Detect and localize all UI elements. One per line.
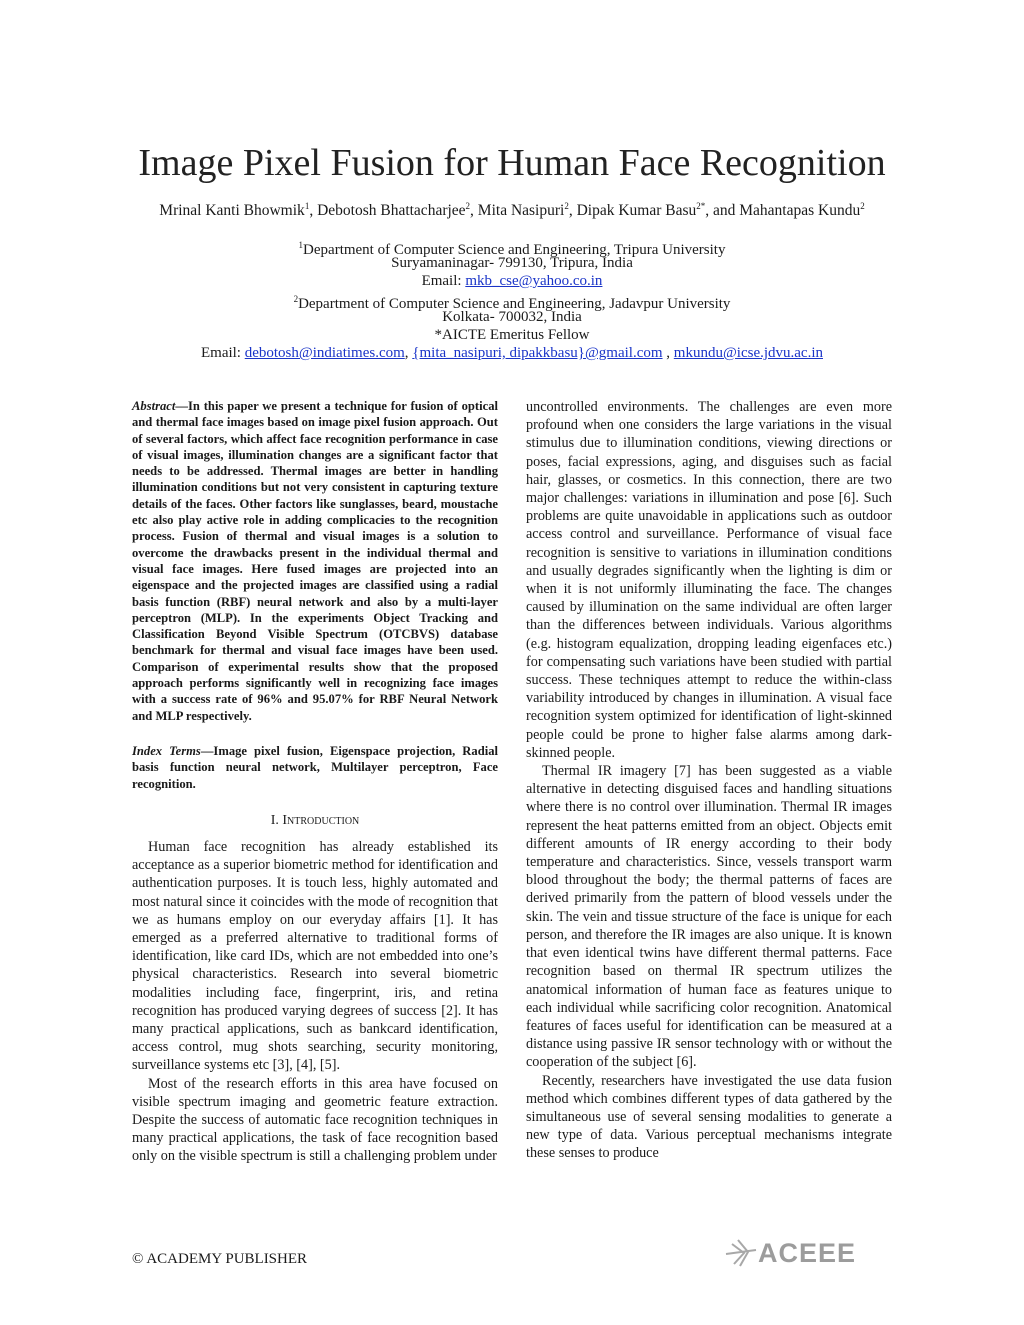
email-link[interactable]: mkundu@icse.jdvu.ac.in bbox=[673, 345, 823, 361]
affiliation-text: Department of Computer Science and Engineering, Tripura University bbox=[303, 242, 726, 258]
affiliation-mark: 1 bbox=[298, 240, 304, 250]
email-link[interactable]: {mita_nasipuri, dipakkbasu}@gmail.com bbox=[412, 345, 663, 361]
index-terms-label: Index Terms bbox=[132, 743, 201, 758]
abstract-label: Abstract bbox=[132, 399, 176, 413]
body-paragraph: Recently, researchers have investigated the use data fusion method which combines different types of data gathered by the simultaneous use of several sensing modalities to generate a new type of data. Various perceptual mechanisms integrate these senses to produce bbox=[526, 1072, 892, 1162]
section-title: Introduction bbox=[282, 812, 360, 828]
author-name: , Mita Nasipuri bbox=[470, 202, 565, 220]
logo-text: ACEEE bbox=[758, 1238, 857, 1268]
index-terms-text: —Image pixel fusion, Eigenspace projection, Radial basis function neural network, Multilayer perceptron, Face recognition. bbox=[132, 743, 498, 791]
author-name: , and Mahantapas Kundu bbox=[705, 202, 861, 220]
affiliation-2-email bbox=[100, 344, 924, 362]
author-name: Mrinal Kanti Bhowmik bbox=[159, 202, 305, 220]
body-paragraph: uncontrolled environments. The challenges are even more profound when one considers the large variations in the visual stimulus due to illumination conditions, viewing directions or poses, facial expressions, aging, and disguises such as facial hair, glasses, or cosmetics. In this connection, there are two major challenges: variations in illumination and pose [6]. Such problems are quite unavoidable in applications such as outdoor access control and surveillance. Performance of visual face recognition is sensitive to variations in illumination conditions and usually degrades significantly when the lighting is dim or when it is not uniformly illuminating the face. The changes caused by illumination on the same individual are often larger than the differences between individuals. Various algorithms (e.g. histogram equalization, dropping leading eigenfaces etc.) for compensating such variations have been studied with partial success. These techniques attempt to reduce the within-class variability introduced by changes in illumination. A visual face recognition system optimized for identification of light-skinned people could be prone to higher false alarms among dark-skinned people. bbox=[526, 399, 892, 761]
email-link[interactable]: debotosh@indiatimes.com bbox=[244, 345, 405, 361]
abstract bbox=[132, 398, 498, 724]
body-paragraph: Human face recognition has already established its acceptance as a superior biometric method for identification and authentication purposes. It is touch less, highly automated and most natural since it coincides with the mode of recognition that we as humans employ on our everyday affairs [1]. It has emerged as a preferred alternative to traditional forms of identification, like card IDs, which are not embedded into one’s physical characteristics. Research into several biometric modalities including face, fingerprint, iris, and retina recognition has produced varying degrees of success [2]. It has many practical applications, such as bankcard identification, access control, mug shots searching, security monitoring, surveillance systems etc [3], [4], [5]. bbox=[132, 839, 498, 1074]
affiliation-mark: 2* bbox=[696, 201, 706, 211]
affiliation-1-email bbox=[100, 272, 924, 290]
affiliation-mark: 2 bbox=[465, 201, 471, 211]
affiliation-1-address: Suryamaninagar- 799130, Tripura, India bbox=[391, 255, 633, 271]
section-number: I. bbox=[270, 812, 283, 828]
email-separator: , bbox=[662, 345, 674, 361]
left-column bbox=[132, 398, 498, 1166]
affiliation-mark: 2 bbox=[564, 201, 569, 211]
paper-title: Image Pixel Fusion for Human Face Recognition bbox=[138, 142, 886, 184]
author-name: , Dipak Kumar Basu bbox=[568, 202, 697, 220]
right-column bbox=[526, 398, 892, 1163]
logo-emblem-icon bbox=[722, 1236, 758, 1270]
body-paragraph: Thermal IR imagery [7] has been suggested as a viable alternative in detecting disguised faces and handling situations where there is no control over illumination. Thermal IR images represent the heat patterns emitted from an object. Objects emit different amounts of IR energy according to their body temperature and characteristics. Since, vessels transport warm blood throughout the body; the thermal patterns of faces are derived primarily from the pattern of blood vessels under the skin. The vein and tissue structure of the face is unique for each person, and therefore the IR images are also unique. It is known that even identical twins have different thermal patterns. Face recognition based on thermal IR spectrum utilizes the anatomical information of human face as features unique to each individual while sacrificing color recognition. Anatomical features of faces useful for identification can be measured at a distance using passive IR sensor technology with or without the cooperation of the subject [6]. bbox=[526, 763, 892, 1071]
fellow-note: *AICTE Emeritus Fellow bbox=[434, 327, 590, 343]
publisher-footer: © ACADEMY PUBLISHER bbox=[132, 1251, 308, 1267]
index-terms bbox=[132, 743, 498, 792]
author-name: , Debotosh Bhattacharjee bbox=[309, 202, 466, 220]
affiliation-mark: 2 bbox=[293, 294, 299, 304]
email-label: Email: bbox=[200, 345, 245, 361]
affiliation-mark: 2 bbox=[860, 201, 865, 211]
aceee-logo bbox=[722, 1236, 872, 1270]
section-heading bbox=[132, 812, 498, 830]
email-link[interactable]: mkb_cse@yahoo.co.in bbox=[465, 273, 603, 289]
author-list bbox=[130, 197, 894, 220]
abstract-text: —In this paper we present a technique for fusion of optical and thermal face images based on image pixel fusion approach. Out of several factors, which affect face recognition performance in case of visual images, illumination changes are a significant factor that needs to be addressed. Thermal images are better in handling illumination conditions but not very consistent in capturing texture details of the faces. Other factors like sunglasses, beard, moustache etc also play active role in adding complicacies to the recognition process. Fusion of thermal and visual images is a solution to overcome the drawbacks present in the individual thermal and visual face images. Here fused images are projected into an eigenspace and the projected images are classified using a radial basis function (RBF) neural network and also by a multi-layer perceptron (MLP). In the experiments Object Tracking and Classification Beyond Visible Spectrum (OTCBVS) database benchmark for thermal and visual face images have been used. Comparison of experimental results show that the proposed approach performs significantly well in recognizing face images with a success rate of 96% and 95.07% for RBF Neural Network and MLP respectively. bbox=[132, 399, 498, 723]
body-paragraph: Most of the research efforts in this area have focused on visible spectrum imaging and geometric feature extraction. Despite the success of automatic face recognition techniques in many practical applications, the task of face recognition based only on the visible spectrum is still a challenging problem under bbox=[132, 1075, 498, 1165]
affiliation-2-address: Kolkata- 700032, India bbox=[442, 309, 582, 325]
email-separator: , bbox=[404, 345, 413, 361]
affiliation-mark: 1 bbox=[304, 201, 310, 211]
email-label: Email: bbox=[421, 273, 466, 289]
affiliation-text: Department of Computer Science and Engineering, Jadavpur University bbox=[298, 296, 731, 312]
